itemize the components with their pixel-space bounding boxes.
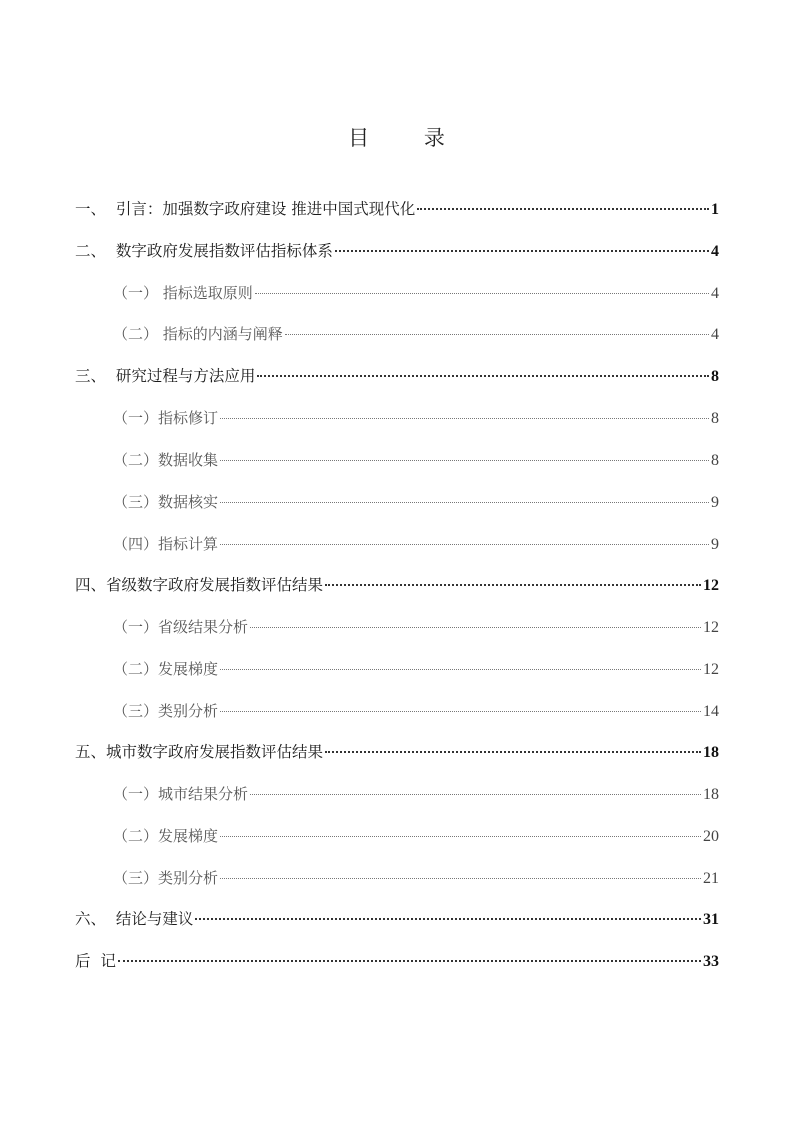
toc-entry-number: （二）	[113, 660, 159, 678]
dot-leader	[220, 711, 701, 712]
dot-leader	[417, 208, 709, 210]
toc-entry-number: 一、	[75, 200, 116, 218]
dot-leader	[220, 544, 709, 545]
toc-entry-label: 城市数字政府发展指数评估结果	[106, 743, 324, 761]
dot-leader	[250, 627, 701, 628]
toc-entry-number: （二）	[113, 451, 159, 469]
toc-entry-chapter[interactable]	[75, 364, 719, 388]
toc-entry-number: （四）	[113, 535, 159, 553]
toc-entry-number: （三）	[113, 702, 159, 720]
toc-entry-page-number: 1	[711, 201, 719, 218]
toc-entry-label: 省级数字政府发展指数评估结果	[106, 576, 324, 594]
toc-entry-page-number: 12	[703, 577, 719, 594]
toc-entry-number: 四、	[75, 576, 107, 594]
toc-entry-section[interactable]	[113, 657, 719, 681]
dot-leader	[220, 502, 709, 503]
toc-entry-number: （三）	[113, 493, 159, 511]
toc-entry-chapter[interactable]	[75, 949, 719, 973]
toc-entry-page-number: 4	[711, 243, 719, 260]
toc-entry-number: （一）	[113, 785, 159, 803]
toc-entry-chapter[interactable]	[75, 907, 719, 931]
toc-entry-page-number: 12	[703, 619, 719, 636]
toc-entry-label: 城市结果分析	[158, 785, 249, 803]
toc-entry-number: 三、	[75, 367, 116, 385]
toc-entry-chapter[interactable]	[75, 740, 719, 764]
toc-entry-label: 指标选取原则	[162, 284, 253, 302]
dot-leader	[257, 375, 709, 377]
toc-entry-page-number: 8	[711, 368, 719, 385]
dot-leader	[220, 836, 701, 837]
toc-entry-number: （一）	[113, 618, 159, 636]
toc-entry-chapter[interactable]	[75, 239, 719, 263]
toc-entry-page-number: 14	[703, 703, 719, 720]
toc-entry-page-number: 18	[703, 786, 719, 803]
toc-entry-label: 省级结果分析	[158, 618, 249, 636]
toc-entry-chapter[interactable]	[75, 197, 719, 221]
toc-entry-label: 发展梯度	[158, 827, 219, 845]
toc-entry-label: 数据收集	[158, 451, 219, 469]
dot-leader	[220, 460, 709, 461]
toc-entry-section[interactable]	[113, 782, 719, 806]
toc-entry-number: （一）	[113, 409, 159, 427]
toc-entry-section[interactable]	[113, 615, 719, 639]
toc-entry-number: （一）	[113, 284, 163, 302]
toc-entry-page-number: 9	[711, 494, 719, 511]
toc-entry-page-number: 9	[711, 536, 719, 553]
toc-entry-label: 结论与建议	[115, 910, 194, 928]
dot-leader	[325, 751, 701, 753]
toc-entry-section[interactable]	[113, 699, 719, 723]
toc-entry-page-number: 4	[711, 326, 719, 343]
toc-entry-label: 类别分析	[158, 702, 219, 720]
toc-entry-label: 研究过程与方法应用	[115, 367, 256, 385]
dot-leader	[220, 669, 701, 670]
toc-entry-number: 后	[75, 952, 101, 970]
toc-entry-label: 指标修订	[158, 409, 219, 427]
dot-leader	[255, 293, 709, 294]
toc-entry-page-number: 8	[711, 410, 719, 427]
toc-entry-page-number: 12	[703, 661, 719, 678]
toc-entry-section[interactable]	[113, 281, 719, 305]
toc-entry-chapter[interactable]	[75, 573, 719, 597]
toc-entry-number: 六、	[75, 910, 116, 928]
toc-entry-page-number: 21	[703, 870, 719, 887]
toc-entry-number: 二、	[75, 242, 116, 260]
toc-entry-section[interactable]	[113, 448, 719, 472]
toc-entry-label: 数字政府发展指数评估指标体系	[115, 242, 333, 260]
dot-leader	[335, 250, 709, 252]
dot-leader	[325, 584, 701, 586]
toc-entry-label: 指标计算	[158, 535, 219, 553]
toc-entry-section[interactable]	[113, 490, 719, 514]
toc-title: 目 录	[348, 126, 469, 150]
toc-entry-label: 发展梯度	[158, 660, 219, 678]
toc-entry-number: （三）	[113, 869, 159, 887]
dot-leader	[285, 334, 709, 335]
toc-entry-page-number: 31	[703, 911, 719, 928]
toc-entry-label: 指标的内涵与阐释	[162, 325, 283, 343]
toc-entry-section[interactable]	[113, 866, 719, 890]
toc-entry-label: 记	[100, 952, 116, 970]
dot-leader	[220, 418, 709, 419]
toc-entry-section[interactable]	[113, 322, 719, 346]
toc-entry-number: 五、	[75, 743, 107, 761]
toc-entry-label: 引言：加强数字政府建设 推进中国式现代化	[115, 200, 416, 218]
dot-leader	[195, 918, 701, 920]
toc-entry-number: （二）	[113, 827, 159, 845]
dot-leader	[220, 878, 701, 879]
toc-entry-page-number: 18	[703, 744, 719, 761]
toc-entry-page-number: 4	[711, 285, 719, 302]
toc-entry-section[interactable]	[113, 406, 719, 430]
dot-leader	[118, 960, 701, 962]
toc-entry-page-number: 8	[711, 452, 719, 469]
toc-entry-page-number: 20	[703, 828, 719, 845]
toc-entry-label: 数据核实	[158, 493, 219, 511]
toc-entry-section[interactable]	[113, 824, 719, 848]
dot-leader	[250, 794, 701, 795]
toc-entry-label: 类别分析	[158, 869, 219, 887]
toc-entry-number: （二）	[113, 325, 163, 343]
toc-entry-page-number: 33	[703, 953, 719, 970]
toc-entry-section[interactable]	[113, 532, 719, 556]
